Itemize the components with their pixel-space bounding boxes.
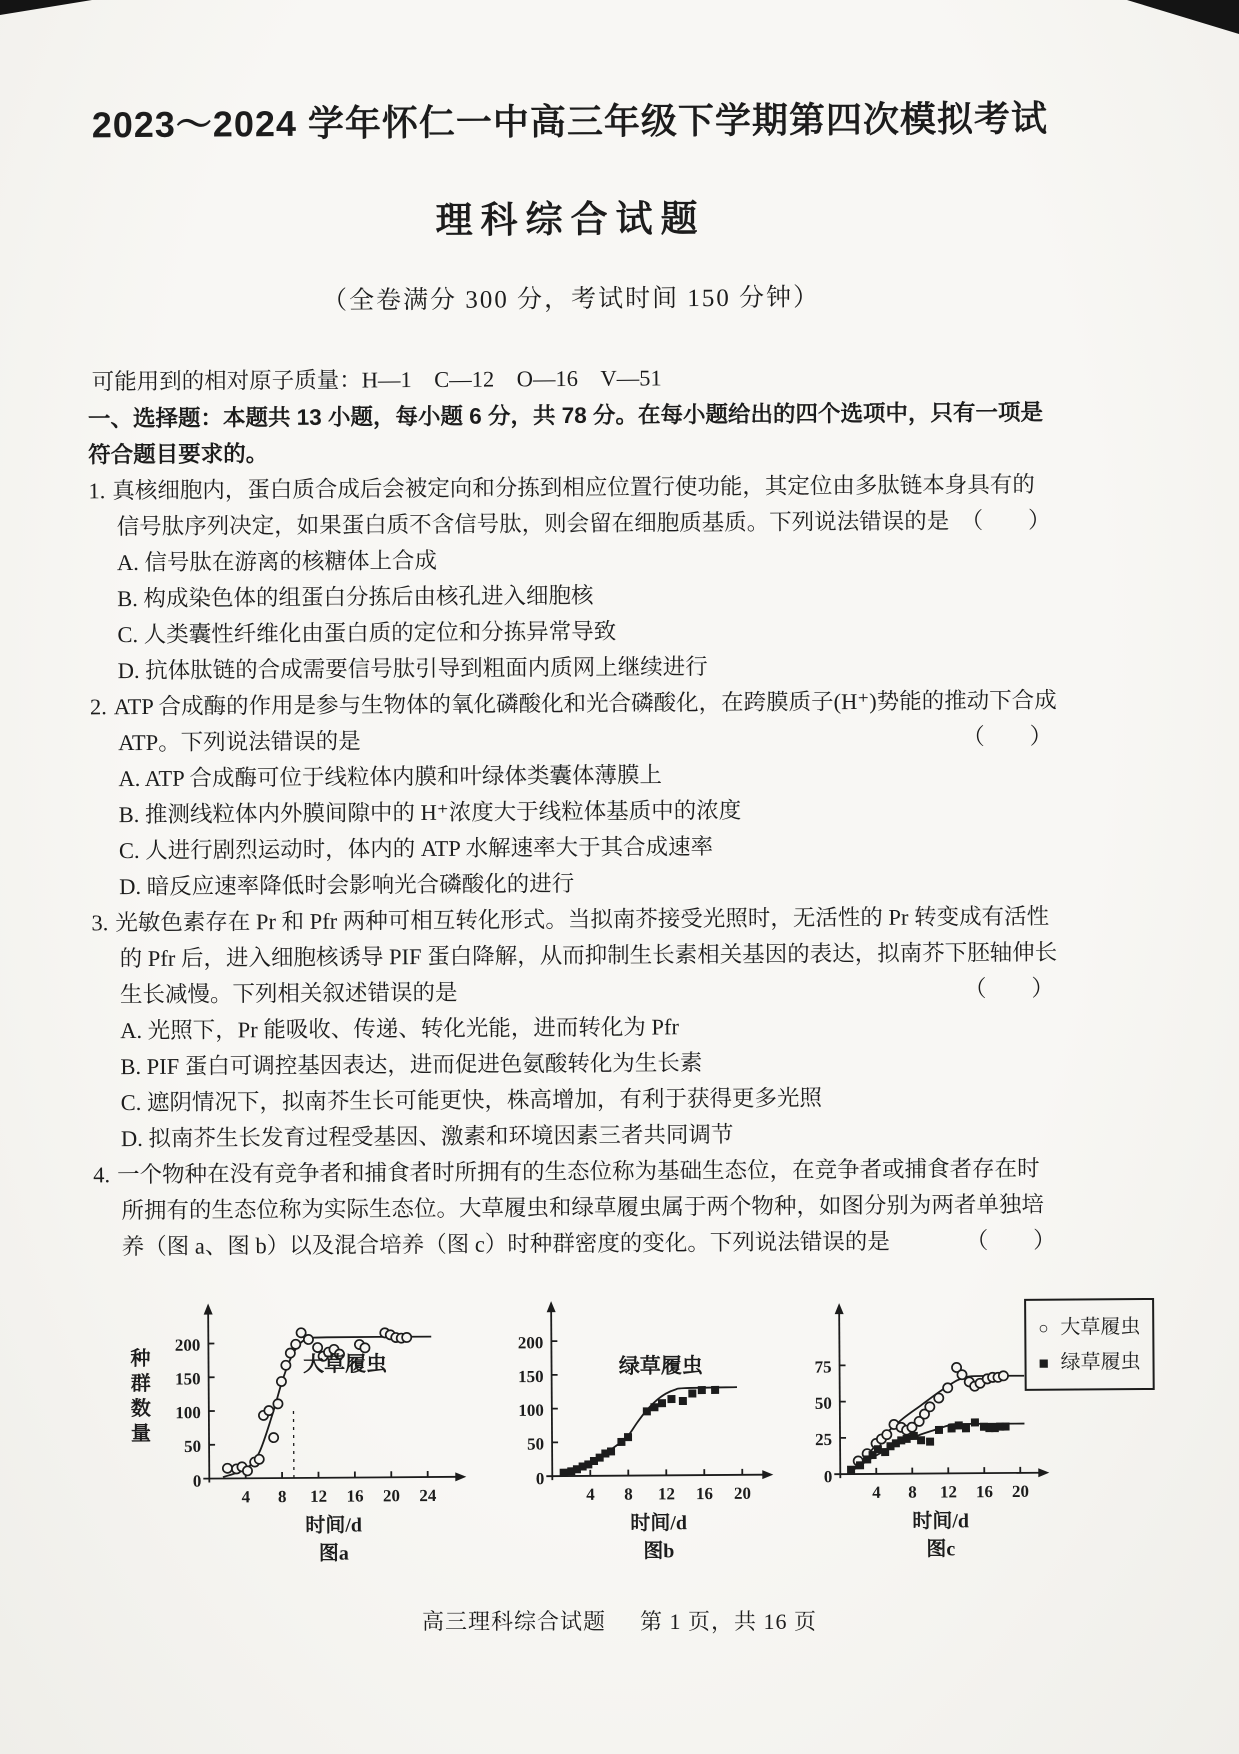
svg-text:200: 200 bbox=[174, 1335, 201, 1355]
svg-text:20: 20 bbox=[733, 1483, 751, 1503]
question-1-option-a: A. 信号肽在游离的核糖体上合成 bbox=[116, 547, 437, 576]
question-3-number: 3. bbox=[91, 910, 109, 936]
question-4 bbox=[93, 1151, 1062, 1266]
exam-title: 2023～2024 学年怀仁一中高三年级下学期第四次模拟考试 bbox=[91, 97, 1049, 146]
svg-text:24: 24 bbox=[419, 1485, 437, 1506]
legend-label: 大草履虫 bbox=[1060, 1316, 1141, 1339]
question-1-number: 1. bbox=[88, 478, 106, 504]
question-1-option-b: B. 构成染色体的组蛋白分拣后由核孔进入细胞核 bbox=[117, 582, 594, 612]
question-2-number: 2. bbox=[89, 694, 107, 720]
svg-text:图c: 图c bbox=[926, 1538, 956, 1561]
svg-text:时间/d: 时间/d bbox=[630, 1512, 688, 1535]
svg-text:4: 4 bbox=[872, 1482, 881, 1502]
svg-text:种群数量: 种群数量 bbox=[130, 1347, 152, 1446]
scan-artifact-top-right bbox=[1127, 0, 1239, 34]
question-2 bbox=[90, 683, 1059, 906]
question-1-option-c: C. 人类囊性纤维化由蛋白质的定位和分拣异常导致 bbox=[117, 618, 617, 648]
svg-text:75: 75 bbox=[814, 1357, 832, 1377]
question-2-option-d: D. 暗反应速率降低时会影响光合磷酸化的进行 bbox=[119, 870, 575, 900]
svg-text:8: 8 bbox=[277, 1487, 287, 1507]
question-3-stem-line bbox=[91, 899, 1060, 1014]
svg-text:0: 0 bbox=[823, 1467, 833, 1487]
question-2-option-b: B. 推测线粒体内外膜间隙中的 H⁺浓度大于线粒体基质中的浓度 bbox=[118, 797, 742, 828]
svg-text:0: 0 bbox=[535, 1469, 545, 1489]
question-2-stem: ATP 合成酶的作用是参与生物体的氧化磷酸化和光合磷酸化，在跨膜质子(H⁺)势能的推动下合成 ATP。下列说法错误的是 bbox=[113, 687, 1057, 756]
svg-text:8: 8 bbox=[908, 1482, 917, 1502]
chart-figure-b bbox=[476, 1299, 778, 1572]
footer-doc-label: 高三理科综合试题 bbox=[421, 1609, 606, 1634]
question-3-answer-bracket: （ ） bbox=[963, 975, 1054, 1002]
svg-text:50: 50 bbox=[184, 1436, 202, 1456]
question-2-option-a: A. ATP 合成酶可位于线粒体内膜和叶绿体类囊体薄膜上 bbox=[118, 762, 663, 792]
question-2-option-c: C. 人进行剧烈运动时，体内的 ATP 水解速率大于其合成速率 bbox=[118, 834, 714, 864]
question-3-option-c: C. 遮阴情况下，拟南芥生长可能更快，株高增加，有利于获得更多光照 bbox=[120, 1085, 823, 1116]
section-heading: 一、选择题：本题共 13 小题，每小题 6 分，共 78 分。在每小题给出的四个选项中，只有一项是符合题目要求的。 bbox=[87, 399, 1044, 468]
question-3-option-d: D. 拟南芥生长发育过程受基因、激素和环境因素三者共同调节 bbox=[120, 1121, 734, 1152]
legend-label: 绿草履虫 bbox=[1060, 1351, 1141, 1374]
svg-text:图b: 图b bbox=[643, 1540, 675, 1563]
question-1-stem-line bbox=[88, 467, 1056, 546]
question-1-option-d: D. 抗体肽链的合成需要信号肽引导到粗面内质网上继续进行 bbox=[117, 654, 708, 684]
svg-text:16: 16 bbox=[975, 1482, 993, 1502]
question-4-stem: 一个物种在没有竞争者和捕食者时所拥有的生态位称为基础生态位，在竞争者或捕食者存在时所拥有的生态位称为实际生态位。大草履虫和绿草履虫属于两个物种，如图分别为两者单独培养（图 a、图 b）以及混合培养（图 c）时种群密度的变化。下列说法错误的是 bbox=[116, 1155, 1045, 1260]
chart-legend bbox=[1024, 1298, 1155, 1391]
scan-artifact-top-left bbox=[0, 0, 92, 15]
question-3 bbox=[91, 899, 1061, 1158]
question-1-stem: 真核细胞内，蛋白质合成后会被定向和分拣到相应位置行使功能，其定位由多肽链本身具有的信号肽序列决定，如果蛋白质不含信号肽，则会留在细胞质基质。下列说法错误的是 bbox=[112, 471, 1035, 540]
svg-text:100: 100 bbox=[175, 1403, 201, 1423]
svg-text:200: 200 bbox=[517, 1333, 544, 1353]
svg-text:25: 25 bbox=[814, 1429, 833, 1450]
atomic-mass-line: 可能用到的相对原子质量：H—1 C—12 O—16 V—51 bbox=[91, 365, 662, 395]
question-4-answer-bracket: （ ） bbox=[965, 1227, 1056, 1254]
svg-text:大草履虫: 大草履虫 bbox=[302, 1351, 388, 1377]
svg-text:4: 4 bbox=[241, 1487, 251, 1507]
svg-text:20: 20 bbox=[1011, 1481, 1029, 1501]
svg-text:150: 150 bbox=[518, 1366, 544, 1387]
svg-text:8: 8 bbox=[624, 1484, 633, 1504]
svg-text:0: 0 bbox=[192, 1471, 202, 1491]
svg-text:12: 12 bbox=[657, 1484, 675, 1504]
legend-item bbox=[1038, 1310, 1140, 1346]
svg-text:时间/d: 时间/d bbox=[305, 1514, 363, 1537]
question-2-answer-bracket: （ ） bbox=[962, 723, 1053, 750]
circle-marker-icon: ○ bbox=[1038, 1318, 1049, 1338]
svg-text:50: 50 bbox=[814, 1393, 832, 1413]
svg-text:图a: 图a bbox=[318, 1542, 349, 1565]
figure-row bbox=[94, 1297, 1141, 1589]
question-4-number: 4. bbox=[93, 1162, 111, 1188]
svg-text:4: 4 bbox=[586, 1484, 595, 1504]
svg-text:16: 16 bbox=[346, 1486, 364, 1506]
svg-text:绿草履虫: 绿草履虫 bbox=[618, 1353, 703, 1379]
page-content bbox=[85, 0, 1141, 1588]
chart-figure-c bbox=[761, 1297, 1063, 1570]
question-1-answer-bracket: （ ） bbox=[960, 507, 1051, 534]
svg-text:20: 20 bbox=[382, 1486, 401, 1506]
question-1 bbox=[88, 467, 1057, 690]
question-2-stem-line bbox=[90, 683, 1058, 762]
subject-title: 理科综合试题 bbox=[435, 198, 706, 241]
chart-figure-a bbox=[110, 1301, 474, 1575]
question-4-stem-line bbox=[93, 1151, 1062, 1266]
svg-text:16: 16 bbox=[695, 1484, 713, 1504]
question-3-option-a: A. 光照下，Pr 能吸收、传递、转化光能，进而转化为 Pfr bbox=[120, 1014, 680, 1044]
question-3-option-b: B. PIF 蛋白可调控基因表达，进而促进色氨酸转化为生长素 bbox=[120, 1050, 703, 1080]
svg-text:12: 12 bbox=[939, 1482, 957, 1502]
exam-note: （全卷满分 300 分，考试时间 150 分钟） bbox=[321, 284, 821, 315]
footer-page-info: 第 1 页，共 16 页 bbox=[640, 1609, 818, 1634]
svg-text:150: 150 bbox=[175, 1369, 201, 1389]
legend-item bbox=[1038, 1345, 1140, 1381]
svg-text:100: 100 bbox=[518, 1400, 544, 1420]
svg-text:时间/d: 时间/d bbox=[912, 1510, 970, 1533]
square-marker-icon: ■ bbox=[1038, 1353, 1049, 1373]
page-footer bbox=[0, 1605, 1239, 1636]
svg-text:12: 12 bbox=[310, 1486, 328, 1506]
question-3-stem: 光敏色素存在 Pr 和 Pfr 两种可相互转化形式。当拟南芥接受光照时，无活性的 Pr 转变成有活性的 Pfr 后，进入细胞核诱导 PIF 蛋白降解，从而抑制生长素相关基因的表达，拟南芥下胚轴伸长生长减慢。下列相关叙述错误的是 bbox=[115, 903, 1058, 1008]
svg-text:50: 50 bbox=[527, 1434, 545, 1454]
